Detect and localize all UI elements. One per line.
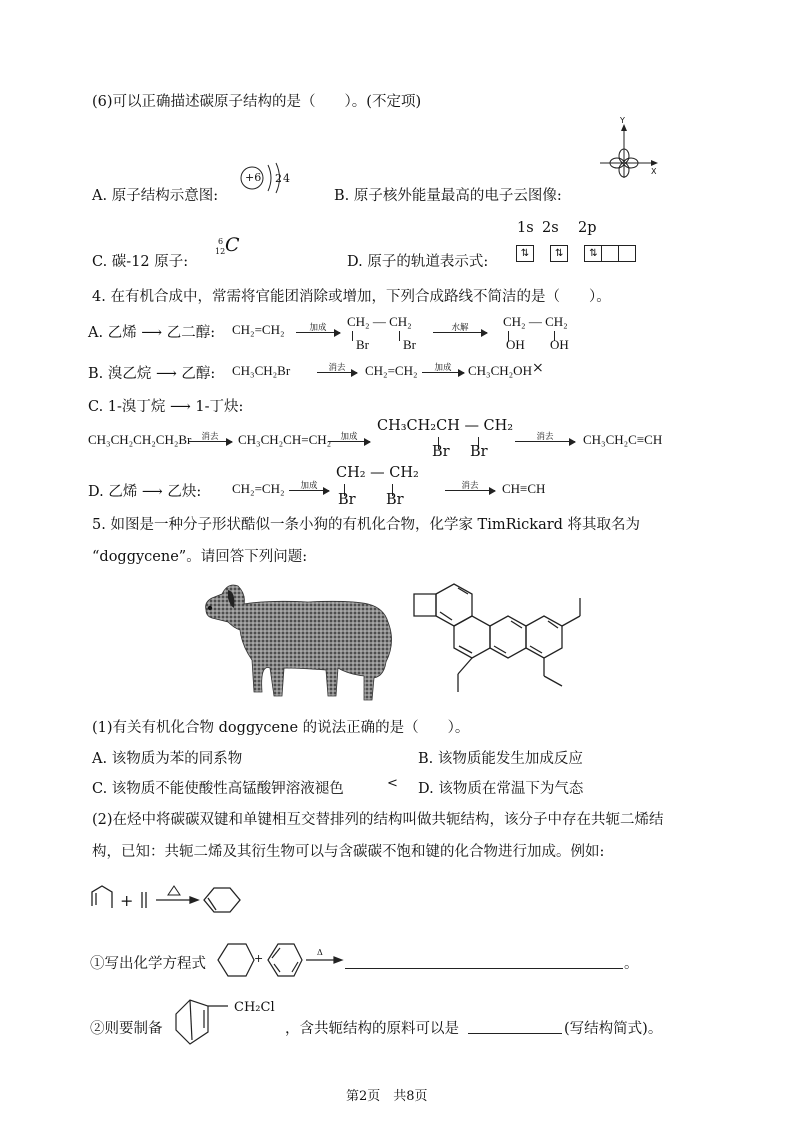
q4c-arrow-1: 消去 [188, 441, 232, 442]
q5-option-c: C. 该物质不能使酸性高锰酸钾溶液褪色 [92, 781, 344, 797]
q5-q2-bicyclic-structure [168, 992, 238, 1050]
q6-option-d: D. 原子的轨道表示式: [347, 254, 489, 270]
q4a-arrow-1: 加成 [296, 332, 340, 333]
dog-photo [198, 572, 398, 704]
q5-part1-stem: (1)有关有机化合物 doggycene 的说法正确的是（ ）。 [92, 720, 470, 736]
atom-shell-1: 2 [275, 172, 282, 185]
q4d-arrow-2: 消去 [445, 490, 495, 491]
q5-q2-label: ②则要制备 [90, 1021, 163, 1037]
q5-q1-reactants [214, 940, 344, 980]
q5-q2-text: ，含共轭结构的原料可以是 [285, 1021, 459, 1037]
q4a-ethylene: CH₂=CH₂ [232, 322, 285, 337]
q5-option-d: D. 该物质在常温下为气态 [418, 781, 584, 797]
q4b-arrow-2: 加成 [422, 372, 464, 373]
carbon-atomic-number: 6 [218, 237, 224, 246]
q6-option-a: A. 原子结构示意图: [92, 188, 219, 204]
carbon-mass-number: 12 [215, 247, 226, 256]
orbital-diagram [516, 245, 635, 262]
q4c-br-1: Br [432, 444, 450, 460]
q4c-dibromobutane: CH₃CH₂CH — CH₂ [377, 418, 514, 434]
atom-shell-2: 4 [283, 172, 290, 185]
q4d-ethylene: CH₂=CH₂ [232, 481, 285, 496]
q5-q2-ch2cl: CH₂Cl [234, 1000, 275, 1015]
q4d-br-2: Br [386, 492, 404, 508]
q4a-br-2: Br [403, 337, 416, 352]
q5-q2-answer-blank[interactable] [468, 1017, 562, 1034]
q5-stem-line1: 5. 如图是一种分子形状酷似一条小狗的有机化合物，化学家 TimRickard 将其取名为 [92, 517, 641, 533]
orbital-box-2p-2 [601, 245, 619, 262]
q6-option-b: B. 原子核外能量最高的电子云图像: [334, 188, 562, 204]
q5-q1-answer-blank[interactable] [345, 952, 623, 969]
orbital-label-2p: 2p [578, 220, 597, 236]
q5-part2-line1: (2)在烃中将碳碳双键和单键相互交替排列的结构叫做共轭结构，该分子中存在共轭二烯结 [92, 812, 664, 828]
q4b-arrow-1: 消去 [317, 372, 357, 373]
q4d-br-1: Br [338, 492, 356, 508]
orbital-label-2s: 2s [542, 220, 559, 236]
page-footer: 第2页 共8页 [346, 1089, 428, 1104]
q4-option-d-head: D. 乙烯 ⟶ 乙炔: [88, 484, 202, 500]
y-axis-label: Y [620, 116, 625, 125]
orbital-label-1s: 1s [517, 220, 534, 236]
q4a-arrow-2: 水解 [433, 332, 487, 333]
q5-stem-line2: “doggycene”。请回答下列问题: [92, 549, 308, 565]
q5-q1-period: 。 [624, 956, 639, 972]
atom-nucleus-label: +6 [245, 171, 262, 184]
q4d-acetylene: CH≡CH [502, 481, 546, 496]
q4c-br-2: Br [470, 444, 488, 460]
q4-option-b-head: B. 溴乙烷 ⟶ 乙醇: [88, 366, 216, 382]
diels-alder-example [90, 880, 250, 924]
orbital-box-1s: ⇅ [516, 245, 534, 262]
q4a-oh-2: OH [550, 337, 569, 352]
q4-option-a-head: A. 乙烯 ⟶ 乙二醇: [88, 325, 216, 341]
q4a-dibromo: CH₂ — CH₂ [347, 314, 412, 329]
q4b-bromoethane: CH₃CH₂Br [232, 363, 291, 378]
q4c-bromobutane: CH₃CH₂CH₂CH₂Br [88, 432, 192, 447]
orbital-box-2p-3 [618, 245, 636, 262]
bond-v [352, 331, 353, 341]
q6-option-c: C. 碳-12 原子: [92, 254, 189, 270]
bond-v [399, 331, 400, 341]
q4d-dibromoethane: CH₂ — CH₂ [336, 465, 419, 481]
q6-stem: (6)可以正确描述碳原子结构的是（ ）。(不定项) [92, 94, 422, 110]
q5-q1-label: ①写出化学方程式 [90, 956, 206, 972]
example-plus: + [120, 891, 134, 910]
q4b-handwritten-mark: × [532, 360, 544, 376]
q4c-arrow-2: 加成 [328, 441, 370, 442]
q5-q1-plus: + [254, 952, 264, 965]
q5-q1-delta: Δ [317, 948, 323, 957]
q4a-diol: CH₂ — CH₂ [503, 314, 568, 329]
q4b-ethylene: CH₂=CH₂ [365, 363, 418, 378]
q4c-arrow-3: 消去 [515, 441, 575, 442]
q4c-butene: CH₃CH₂CH=CH₂ [238, 432, 332, 447]
carbon-symbol: C [225, 234, 240, 256]
q4b-ethanol: CH₃CH₂OH [468, 363, 532, 378]
q4a-oh-1: OH [506, 337, 525, 352]
q4-option-c-head: C. 1-溴丁烷 ⟶ 1-丁炔: [88, 399, 244, 415]
q5-option-b: B. 该物质能发生加成反应 [418, 751, 583, 767]
x-axis-label: X [651, 167, 657, 176]
doggycene-structure [402, 576, 612, 704]
q5-part2-line2: 构，已知：共轭二烯及其衍生物可以与含碳碳不饱和键的化合物进行加成。例如: [92, 844, 605, 860]
q4-stem: 4. 在有机合成中，常需将官能团消除或增加，下列合成路线不简洁的是（ ）。 [92, 289, 611, 305]
q5-q2-end: (写结构简式)。 [564, 1021, 663, 1037]
orbital-box-2p-1: ⇅ [584, 245, 602, 262]
q4c-butyne: CH₃CH₂C≡CH [583, 432, 663, 447]
q5-option-a: A. 该物质为苯的同系物 [92, 751, 243, 767]
q4d-arrow-1: 加成 [289, 490, 329, 491]
q5-option-c-handwritten-mark: < [387, 776, 398, 791]
orbital-box-2s: ⇅ [550, 245, 568, 262]
q4a-br-1: Br [356, 337, 369, 352]
